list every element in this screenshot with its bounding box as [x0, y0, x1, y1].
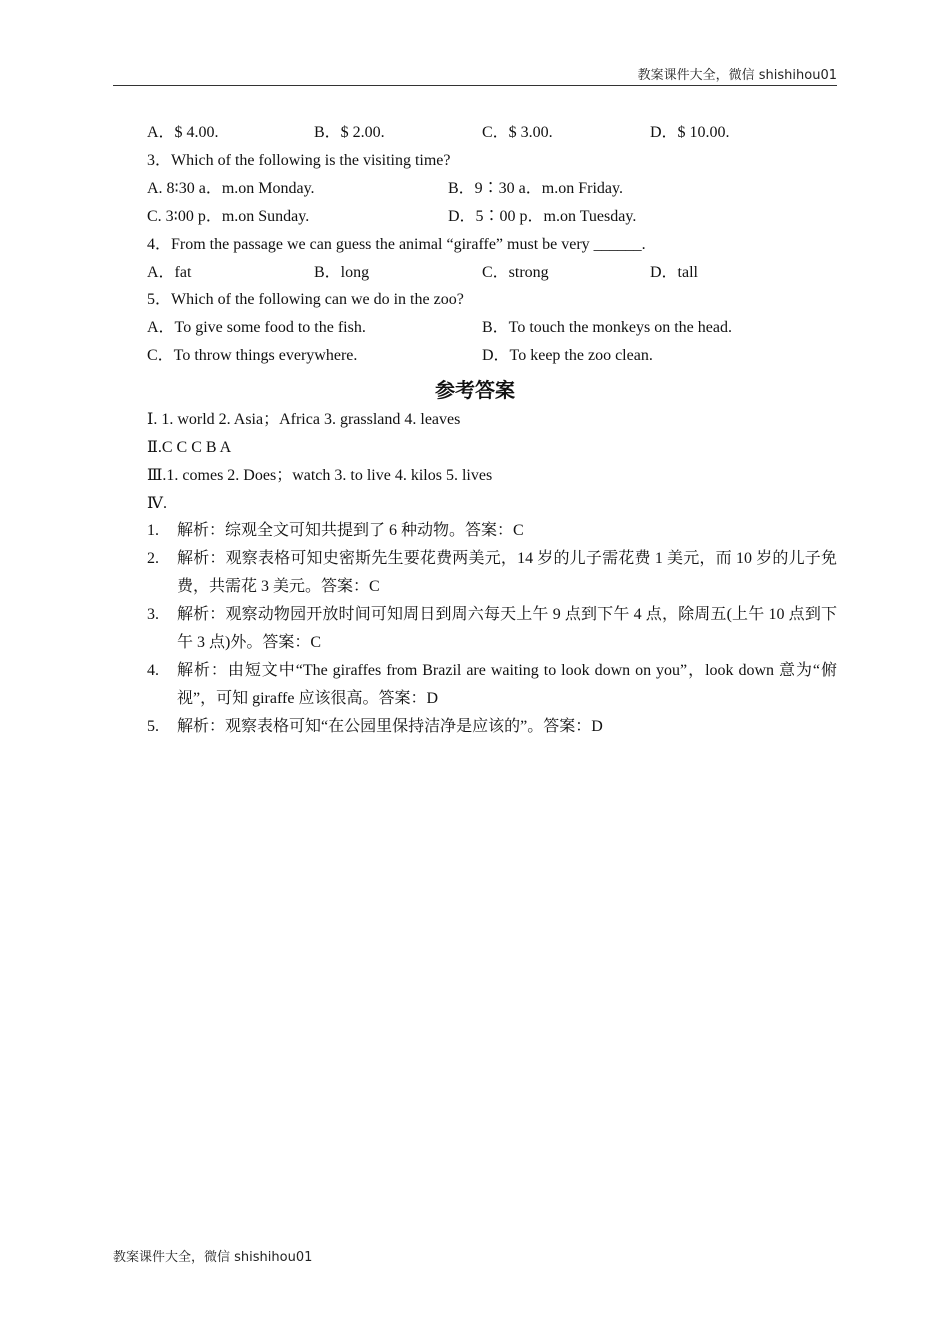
- q3-option-b: B．9∶30 a．m.on Friday.: [448, 180, 623, 197]
- q4-option-b: B．long: [314, 264, 370, 281]
- answer-line-3: Ⅲ.1. comes 2. Does；watch 3. to live 4. kilos 5. lives: [147, 467, 493, 484]
- answer-line-1: Ⅰ. 1. world 2. Asia；Africa 3. grassland 4. leaves: [147, 411, 461, 428]
- page-header: 教案课件大全，微信 shishihou01: [637, 68, 837, 83]
- explanation-number: 4.: [147, 662, 159, 679]
- explanation-number: 5.: [147, 718, 159, 735]
- header-divider: [113, 85, 837, 86]
- q4-question: 4．From the passage we can guess the animal “giraffe” must be very ______.: [147, 236, 646, 253]
- q2-option-c: C．$ 3.00.: [482, 124, 553, 141]
- q5-option-a: A．To give some food to the fish.: [147, 319, 366, 336]
- explanation-item: [147, 657, 837, 713]
- explanation-item: [147, 517, 837, 545]
- q4-option-d: D．tall: [650, 264, 698, 281]
- q3-option-d: D．5∶00 p．m.on Tuesday.: [448, 208, 637, 225]
- q3-option-a: A. 8∶30 a．m.on Monday.: [147, 180, 315, 197]
- q2-option-d: D．$ 10.00.: [650, 124, 730, 141]
- q2-option-b: B．$ 2.00.: [314, 124, 385, 141]
- explanation-text: 解析：观察表格可知“在公园里保持洁净是应该的”。答案：D: [177, 718, 603, 735]
- explanation-text: 解析：观察表格可知史密斯先生要花费两美元，14 岁的儿子需花费 1 美元，而 10 岁的儿子免费，共需花 3 美元。答案：C: [177, 550, 837, 595]
- answer-line-2: Ⅱ.C C C B A: [147, 439, 232, 456]
- q5-option-d: D．To keep the zoo clean.: [482, 347, 653, 364]
- explanation-number: 2.: [147, 550, 159, 567]
- q5-option-c: C．To throw things everywhere.: [147, 347, 358, 364]
- q3-option-c: C. 3∶00 p．m.on Sunday.: [147, 208, 310, 225]
- explanation-number: 1.: [147, 522, 159, 539]
- explanation-item: [147, 601, 837, 657]
- explanation-number: 3.: [147, 606, 159, 623]
- q5-question: 5．Which of the following can we do in the zoo?: [147, 291, 464, 308]
- q3-question: 3．Which of the following is the visiting time?: [147, 152, 451, 169]
- q4-option-a: A．fat: [147, 264, 192, 281]
- answers-title: 参考答案: [435, 378, 515, 402]
- explanation-text: 解析：综观全文可知共提到了 6 种动物。答案：C: [177, 522, 524, 539]
- answer-line-4: Ⅳ.: [147, 495, 167, 512]
- explanation-item: [147, 545, 837, 601]
- q4-option-c: C．strong: [482, 264, 549, 281]
- q5-option-b: B．To touch the monkeys on the head.: [482, 319, 732, 336]
- explanation-text: 解析：由短文中“The giraffes from Brazil are waiting to look down on you”，look down 意为“俯视”，可知 giraffe 应该很高。答案：D: [177, 662, 837, 707]
- q2-option-a: A．$ 4.00.: [147, 124, 219, 141]
- explanation-item: [147, 713, 837, 741]
- explanation-text: 解析：观察动物园开放时间可知周日到周六每天上午 9 点到下午 4 点，除周五(上午 10 点到下午 3 点)外。答案：C: [177, 606, 837, 651]
- page-footer: 教案课件大全，微信 shishihou01: [113, 1250, 313, 1265]
